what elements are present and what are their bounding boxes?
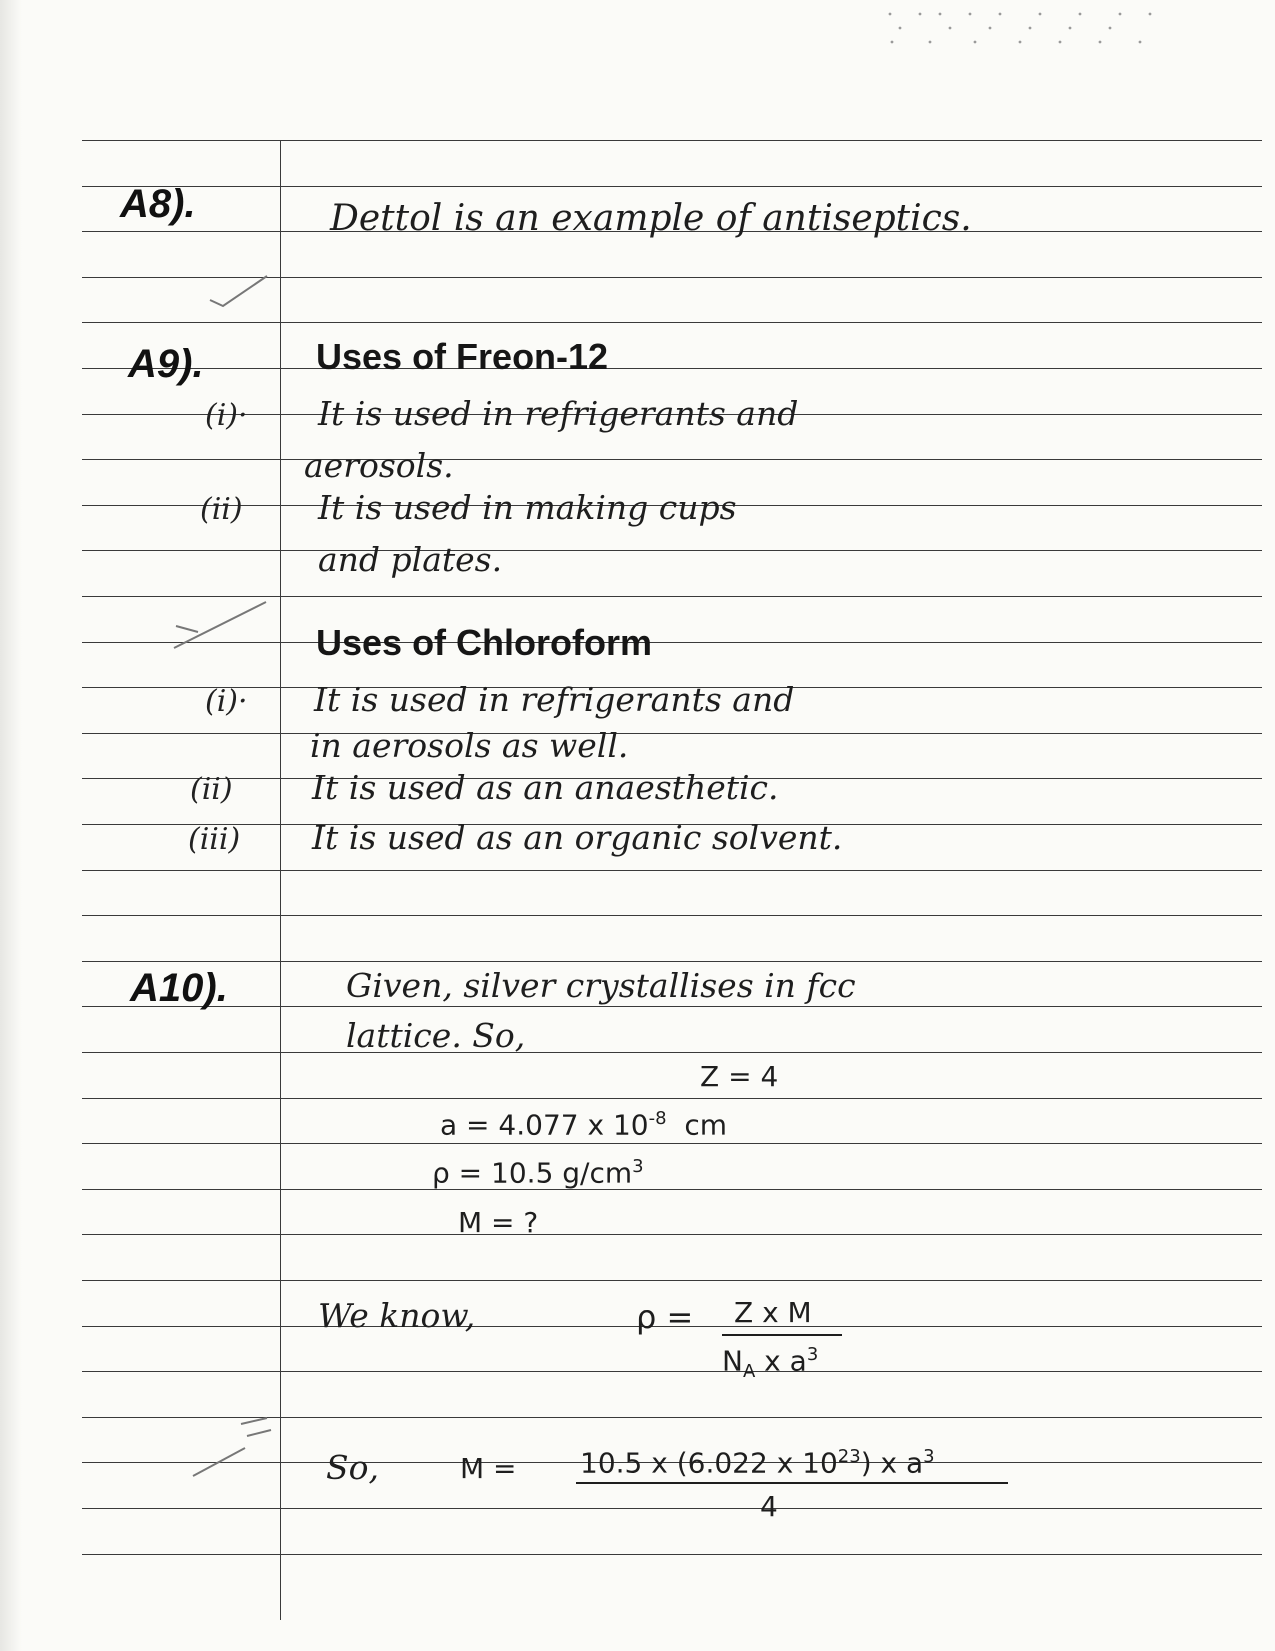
answer-label-a10: A10). [130,966,228,1010]
ruled-line [82,1508,1262,1509]
ruled-line [82,550,1262,551]
freon-item-2-number: (ii) [200,492,243,527]
ruled-line [82,1006,1262,1007]
chloroform-item-2-number: (ii) [190,772,233,807]
ruled-line [82,186,1262,187]
formula-fraction-bar [722,1334,842,1336]
given-a-value: a = 4.077 x $10^{-8}$ cm [440,1108,728,1142]
tick-mark-icon [170,596,280,656]
chloroform-item-1-line-2: in aerosols as well. [310,726,629,765]
a8-answer-text: Dettol is an example of antiseptics. [330,198,972,239]
final-m-numerator: 10.5 x (6.022 x $10^{23}$) x $a^3$ [580,1446,935,1480]
ruled-line [82,733,1262,734]
ruled-line [82,1052,1262,1053]
chloroform-item-3-line-1: It is used as an organic solvent. [312,818,843,857]
ruled-line [82,368,1262,369]
freon-item-1-line-2: aerosols. [304,446,454,485]
freon-item-1-line-1: It is used in refrigerants and [318,394,799,433]
ruled-line [82,1189,1262,1190]
tick-mark-icon [185,1404,285,1484]
answer-label-a9: A9). [128,342,204,386]
freon-item-2-line-1: It is used in making cups [318,488,737,527]
a10-given-line-2: lattice. So, [346,1016,526,1055]
ruled-line [82,1098,1262,1099]
final-m-lhs: M = [460,1452,517,1485]
tick-mark-icon [205,272,275,312]
unknown-molar-mass: M = ? [458,1206,539,1239]
chloroform-item-1-number: (i)· [205,684,248,719]
chloroform-item-2-line-1: It is used as an anaesthetic. [312,768,779,807]
ruled-line [82,915,1262,916]
ruled-line [82,1554,1262,1555]
given-z-value: Z = 4 [700,1060,779,1093]
formula-denominator: $N_A$ x $a^3$ [722,1344,819,1382]
a10-given-line-1: Given, silver crystallises in fcc [346,966,856,1005]
ruled-line [82,870,1262,871]
we-know-text: We know, [318,1296,476,1335]
ruled-line [82,1280,1262,1281]
formula-density-lhs: ρ = [636,1298,694,1336]
ruled-line [82,140,1262,141]
ruled-line [82,1234,1262,1235]
chloroform-item-1-line-1: It is used in refrigerants and [314,680,795,719]
heading-uses-of-freon: Uses of Freon-12 [316,336,609,377]
so-text: So, [326,1448,379,1487]
formula-numerator: Z x M [734,1296,812,1329]
final-fraction-bar [576,1482,1008,1484]
ruled-line [82,322,1262,323]
given-density-value: ρ = 10.5 $g/cm^3$ [432,1156,644,1190]
ruled-line [82,961,1262,962]
chloroform-item-3-number: (iii) [188,822,241,857]
margin-line [280,140,281,1620]
ruled-line [82,459,1262,460]
heading-uses-of-chloroform: Uses of Chloroform [316,622,653,663]
paper-edge-shadow [0,0,22,1651]
answer-label-a8: A8). [120,182,196,226]
final-m-denominator: 4 [760,1490,778,1523]
freon-item-1-number: (i)· [205,398,248,433]
ruled-line [82,1371,1262,1372]
freon-item-2-line-2: and plates. [318,540,503,579]
ruled-line [82,1143,1262,1144]
header-dot-pattern [880,8,1180,48]
